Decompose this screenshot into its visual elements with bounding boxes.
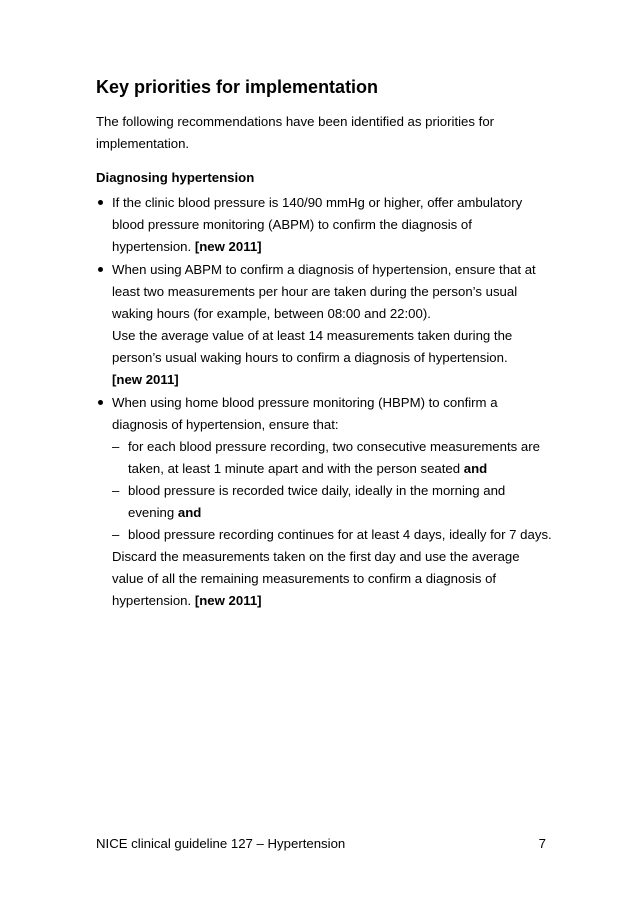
recommendation-item bbox=[96, 192, 566, 258]
dash-icon: – bbox=[112, 483, 120, 498]
sub-item-text: evening bbox=[128, 505, 175, 520]
intro-paragraph bbox=[96, 111, 566, 155]
section-title: Diagnosing hypertension bbox=[96, 170, 255, 185]
footer-title: NICE clinical guideline 127 – Hypertension bbox=[96, 836, 346, 851]
new-2011-tag: [new 2011] bbox=[112, 372, 179, 387]
recommendation-line: If the clinic blood pressure is 140/90 mmHg or higher, offer ambulatory bbox=[112, 195, 523, 210]
recommendation-list bbox=[96, 192, 566, 612]
recommendation-line: diagnosis of hypertension, ensure that: bbox=[112, 417, 339, 432]
recommendation-line: least two measurements per hour are taken during the person’s usual bbox=[112, 284, 518, 299]
sub-item-line: blood pressure is recorded twice daily, ideally in the morning and bbox=[128, 483, 506, 498]
page-heading: Key priorities for implementation bbox=[96, 77, 379, 97]
new-2011-tag: [new 2011] bbox=[194, 593, 262, 608]
recommendation-line: When using home blood pressure monitoring (HBPM) to confirm a bbox=[112, 395, 498, 410]
recommendation-line: When using ABPM to confirm a diagnosis of hypertension, ensure that at bbox=[112, 262, 536, 277]
recommendation-line: value of all the remaining measurements to confirm a diagnosis of bbox=[112, 571, 497, 586]
sub-item bbox=[96, 524, 566, 546]
page-number: 7 bbox=[538, 836, 546, 851]
intro-line: implementation. bbox=[96, 136, 190, 151]
sub-item-text: taken, at least 1 minute apart and with the person seated bbox=[128, 461, 461, 476]
and-keyword: and bbox=[463, 461, 488, 476]
sub-item-line: blood pressure recording continues for at least 4 days, ideally for 7 days. bbox=[128, 527, 552, 542]
dash-icon: – bbox=[112, 439, 120, 454]
recommendation-line: person’s usual waking hours to confirm a diagnosis of hypertension. bbox=[112, 350, 508, 365]
recommendation-line: blood pressure monitoring (ABPM) to confirm the diagnosis of bbox=[112, 217, 472, 232]
bullet-icon bbox=[98, 267, 103, 272]
recommendation-text: hypertension. bbox=[112, 593, 192, 608]
recommendation-text: hypertension. bbox=[112, 239, 192, 254]
sub-item bbox=[96, 436, 566, 480]
recommendation-item bbox=[96, 259, 566, 391]
recommendation-line bbox=[112, 236, 566, 258]
recommendation-line: Use the average value of at least 14 measurements taken during the bbox=[112, 328, 513, 343]
recommendation-line: Discard the measurements taken on the first day and use the average bbox=[112, 549, 520, 564]
and-keyword: and bbox=[177, 505, 202, 520]
intro-line: The following recommendations have been identified as priorities for bbox=[96, 114, 495, 129]
sub-item bbox=[96, 480, 566, 524]
sub-item-line bbox=[128, 502, 566, 524]
recommendation-line bbox=[112, 590, 566, 612]
new-2011-tag: [new 2011] bbox=[194, 239, 262, 254]
recommendation-item bbox=[96, 392, 566, 612]
bullet-icon bbox=[98, 400, 103, 405]
dash-icon: – bbox=[112, 527, 120, 542]
sub-item-line bbox=[128, 458, 566, 480]
recommendation-line: waking hours (for example, between 08:00 and 22:00). bbox=[112, 306, 431, 321]
bullet-icon bbox=[98, 200, 103, 205]
sub-item-line: for each blood pressure recording, two consecutive measurements are bbox=[128, 439, 540, 454]
